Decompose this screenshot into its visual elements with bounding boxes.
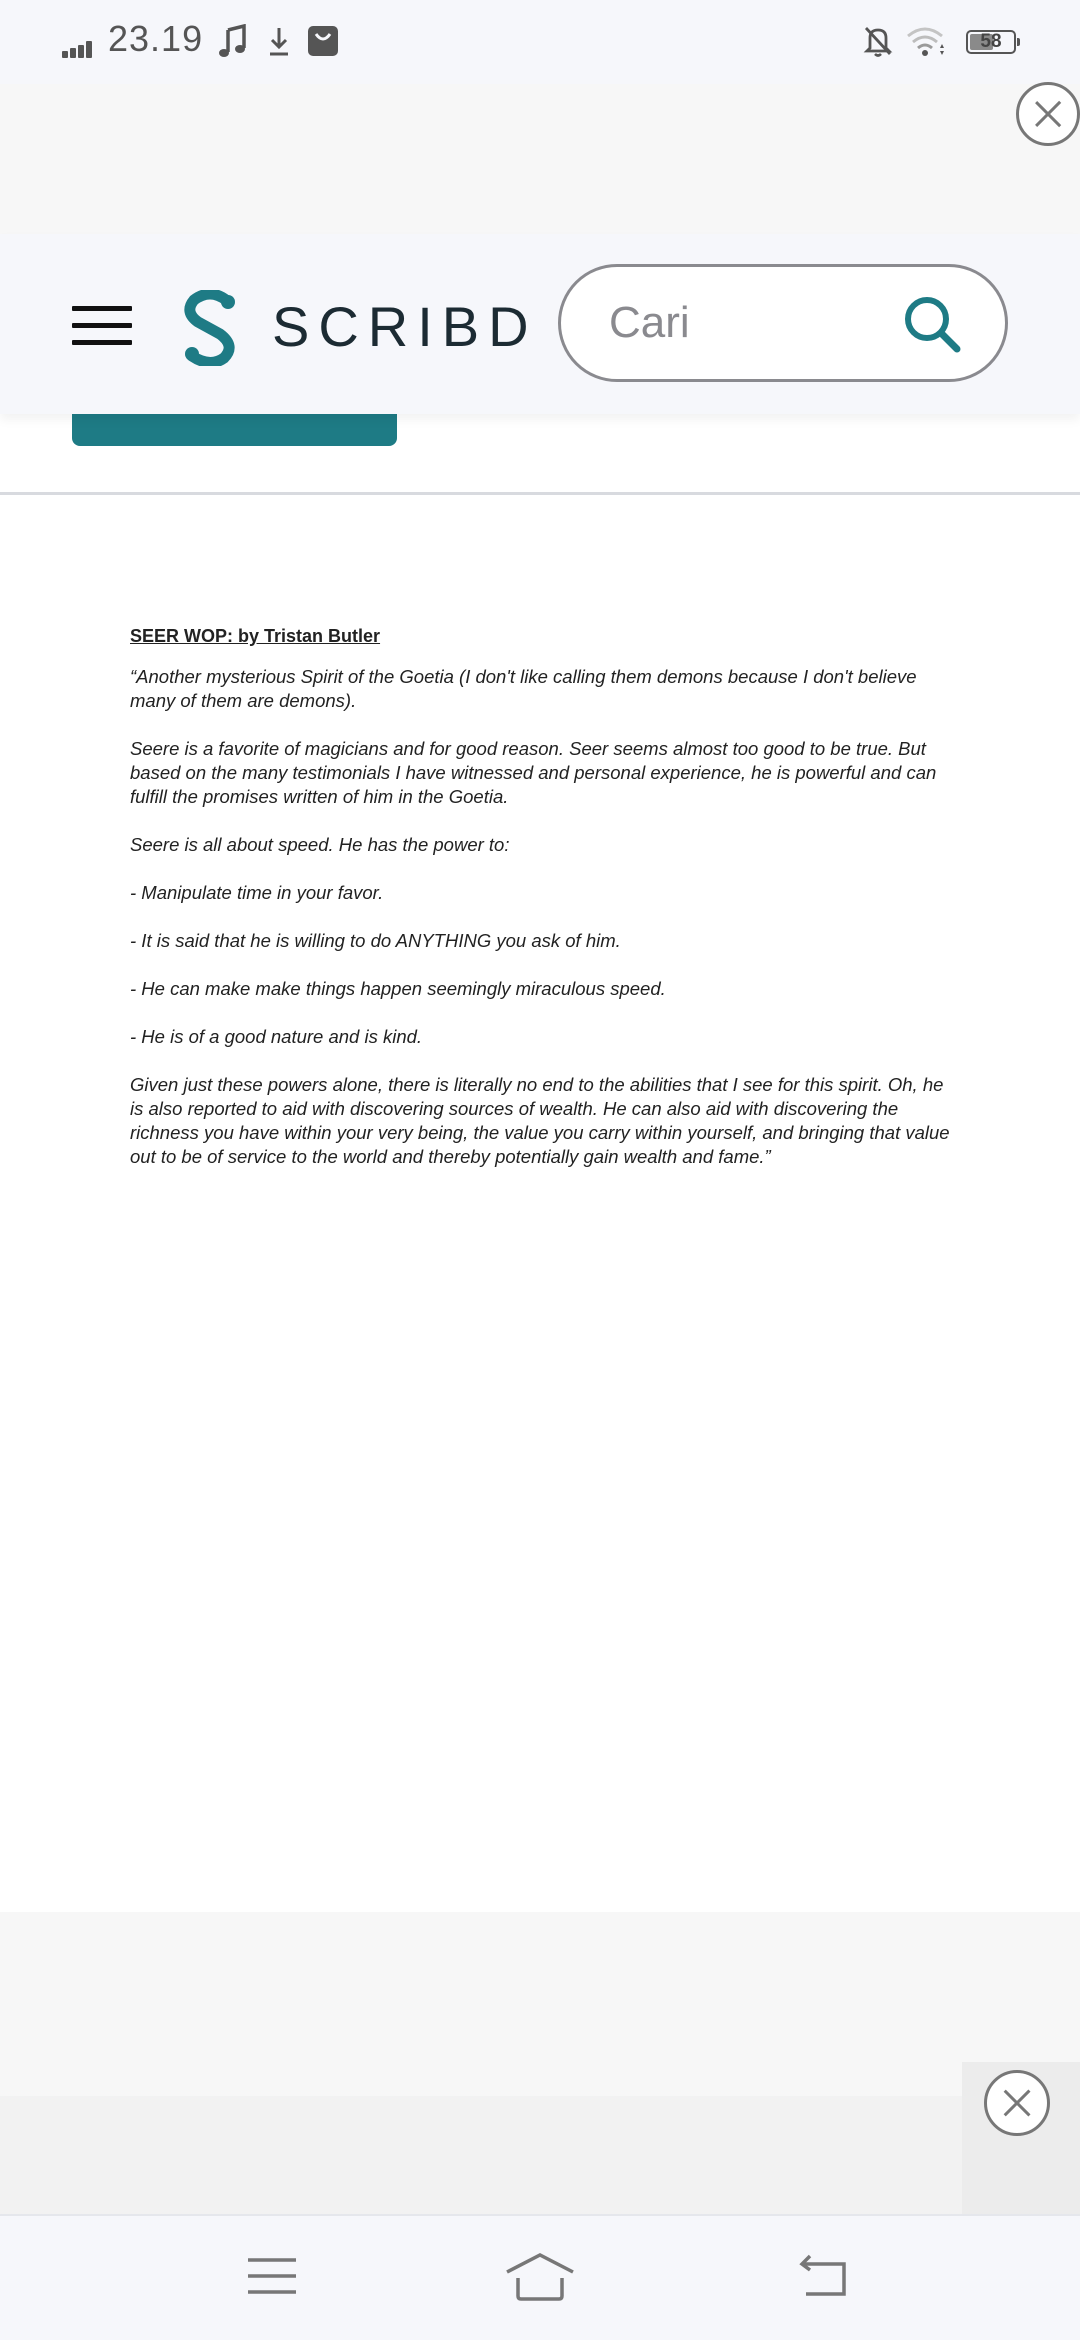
site-header [0,234,1080,414]
search-input[interactable] [609,295,889,351]
battery-percentage: 58 [980,31,1002,52]
recent-apps-icon[interactable] [244,2252,300,2300]
bell-off-icon [862,24,894,58]
divider [0,492,1080,495]
status-time: 23.19 [108,18,204,59]
document-paragraph: - He can make make things happen seemingly miraculous speed. [130,978,666,999]
document-paragraph: - It is said that he is willing to do ANYTHING you ask of him. [130,930,621,951]
home-icon[interactable] [504,2252,576,2302]
search-box[interactable] [558,264,1008,382]
wifi-icon [906,24,946,58]
bottom-ad-area [0,1912,1080,2214]
scribd-logo-icon[interactable] [180,290,244,366]
battery-icon [966,30,1016,54]
document-paragraph: - Manipulate time in your favor. [130,882,384,903]
status-bar [0,0,1080,84]
document-paragraph: “Another mysterious Spirit of the Goetia (I don't like calling them demons because I don't believe many of them are demons). [130,666,917,711]
scribd-logo-text[interactable]: SCRIBD [272,295,538,358]
signal-icon [62,38,100,58]
system-nav-bar [0,2214,1080,2340]
close-ad-icon[interactable] [984,2070,1050,2136]
shopping-bag-icon [306,24,340,58]
document-paragraph: Given just these powers alone, there is literally no end to the abilities that I see for this spirit. Oh, he is also reported to aid with discovering sources of wealth. He can also aid with discovering the richness you have within your very being, the value you carry within yourself, and bringing that value out to be of service to the world and thereby potentially gain wealth and fame.” [130,1074,950,1167]
document-paragraph: Seere is a favorite of magicians and for good reason. Seer seems almost too good to be true. But based on the many testimonials I have witnessed and personal experience, he is powerful and can fulfill the promises written of him in the Goetia. [130,738,937,807]
document-page [130,624,960,1193]
music-note-icon [218,24,248,60]
top-ad-area [0,84,1080,234]
download-icon [266,24,292,58]
hamburger-menu-icon[interactable] [72,306,132,346]
document-paragraph: Seere is all about speed. He has the power to: [130,834,510,855]
search-icon[interactable] [901,293,963,355]
document-paragraph: - He is of a good nature and is kind. [130,1026,423,1047]
back-icon[interactable] [796,2252,852,2300]
document-title: SEER WOP: by Tristan Butler [130,626,381,646]
close-ad-icon[interactable] [1016,82,1080,146]
bottom-ad-banner [0,2096,1080,2214]
